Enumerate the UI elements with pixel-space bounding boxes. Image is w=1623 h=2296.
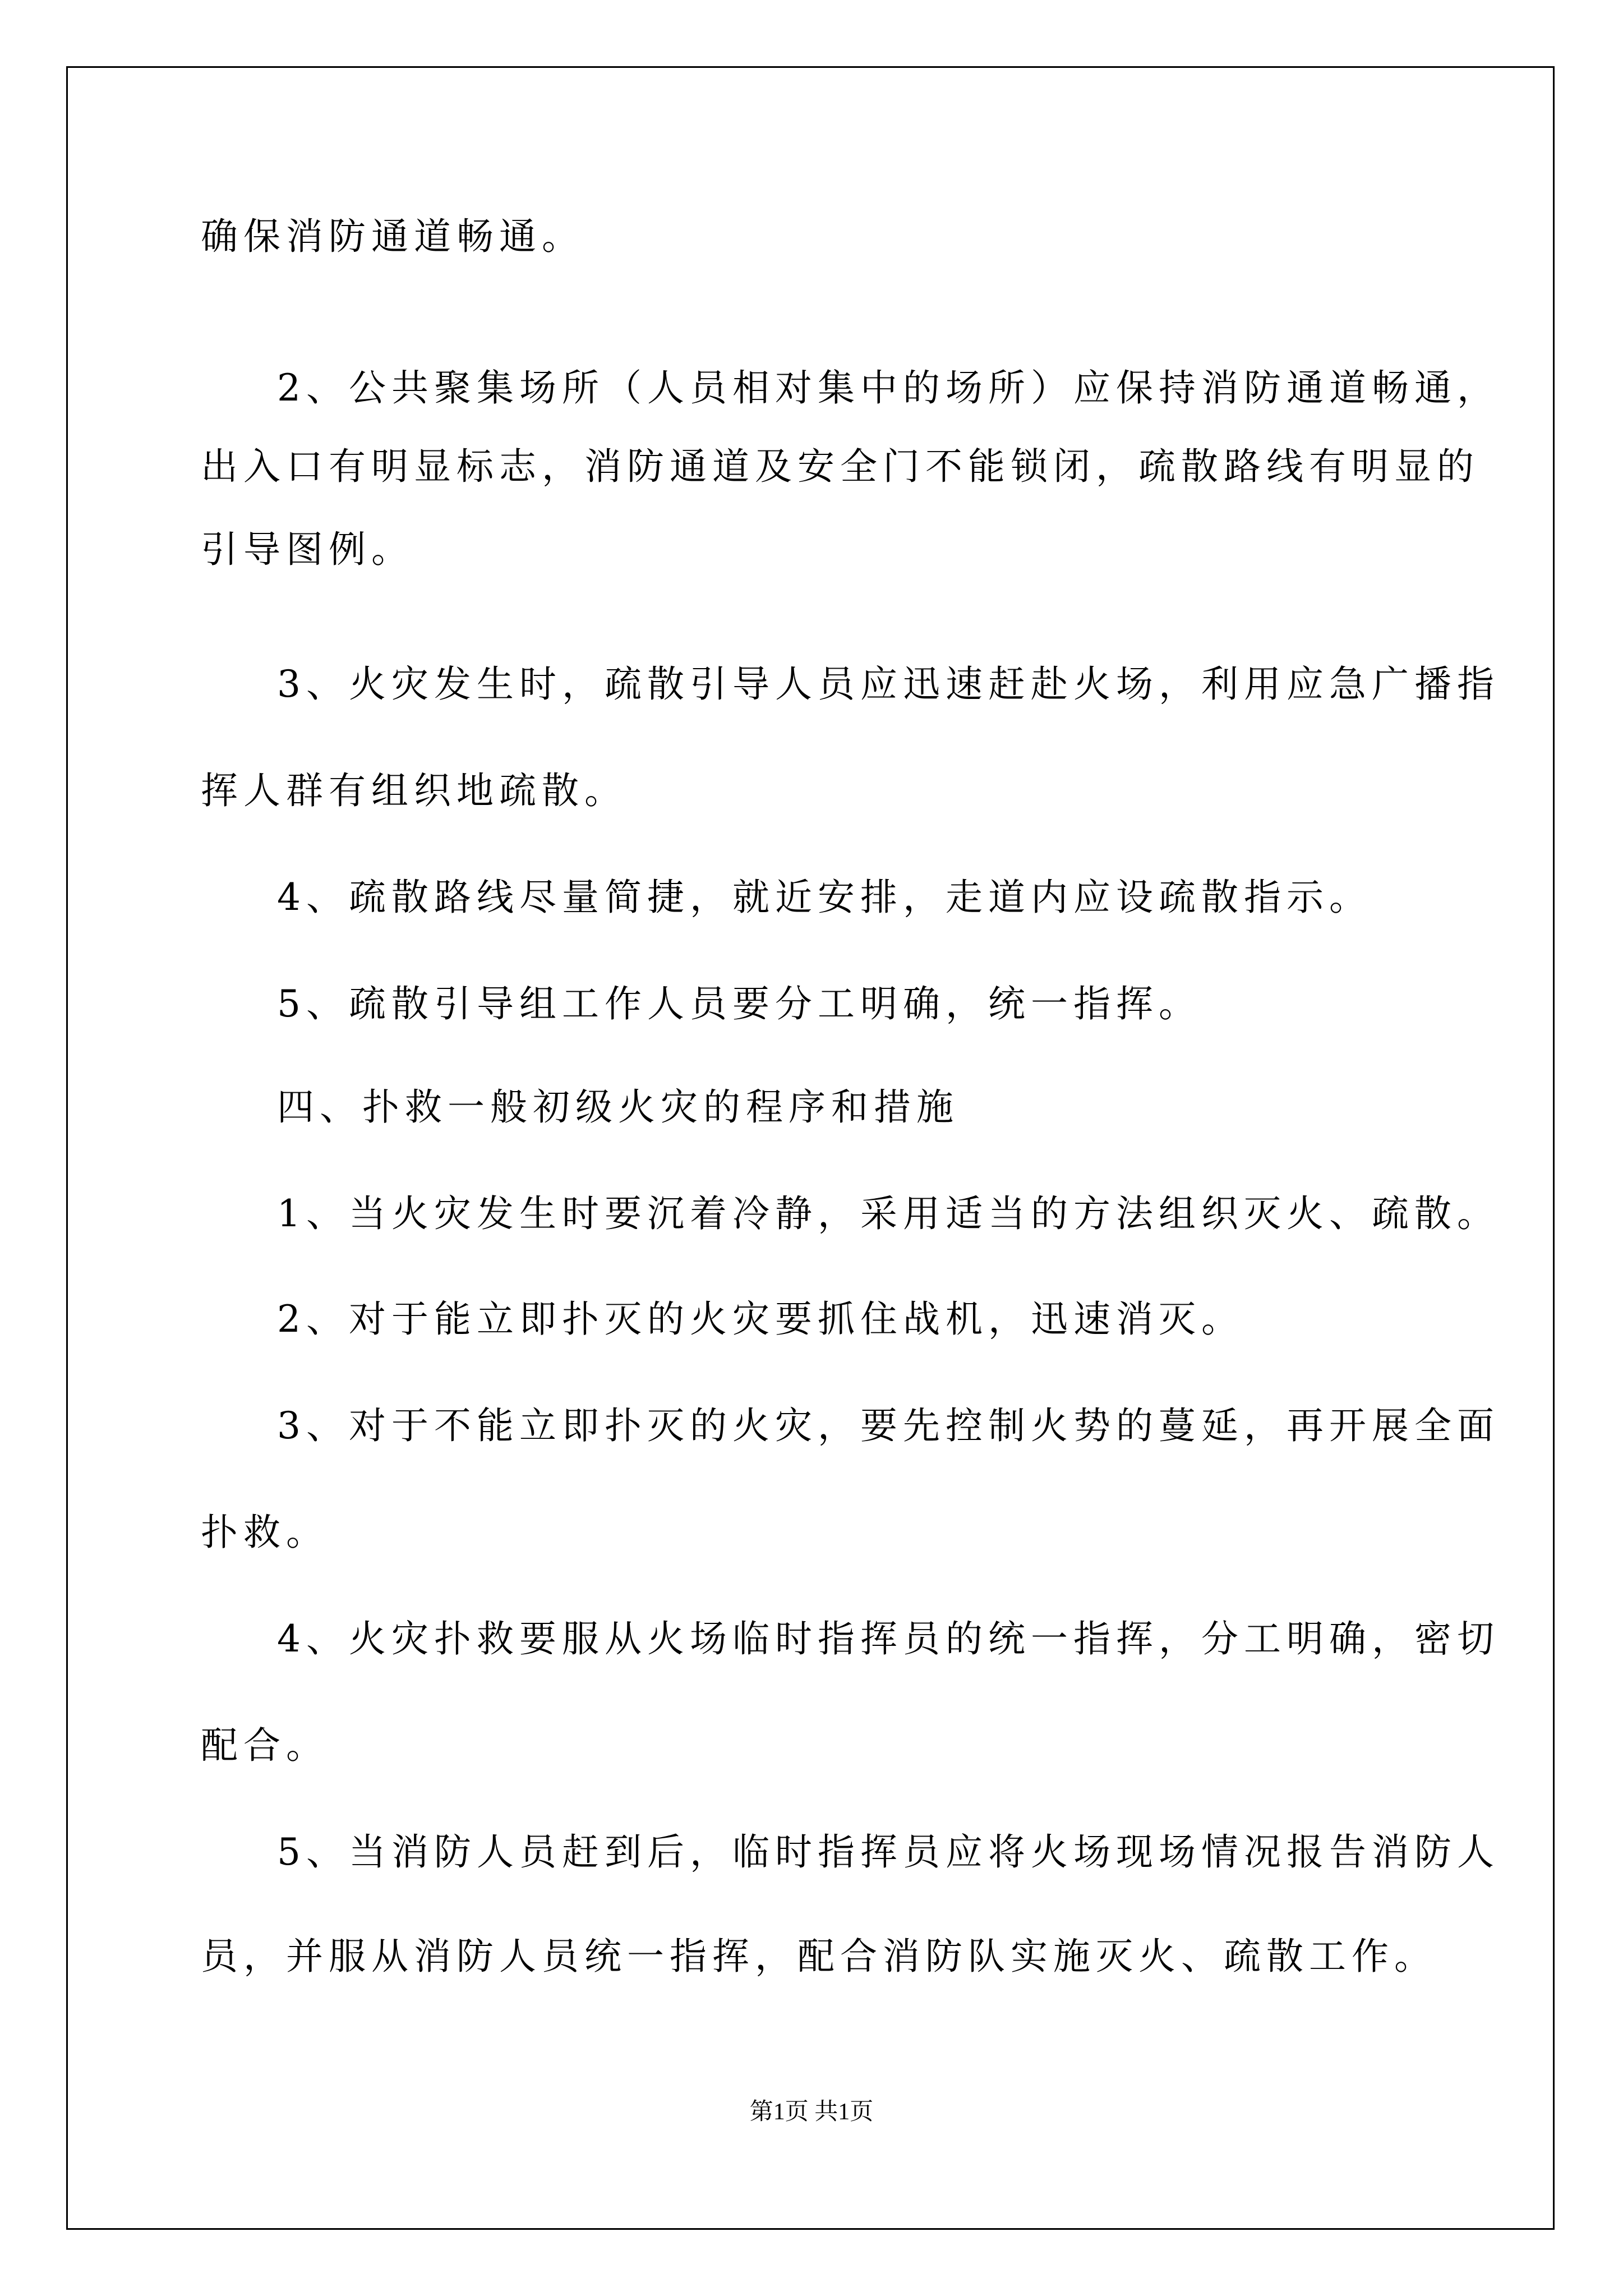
- paragraph-line: 3、对于不能立即扑灭的火灾，要先控制火势的蔓延，再开展全面: [277, 1404, 1500, 1447]
- paragraph-line: 配合。: [201, 1724, 329, 1767]
- paragraph-line: 2、对于能立即扑灭的火灾要抓住战机，迅速消灭。: [277, 1297, 1244, 1341]
- paragraph-line: 员，并服从消防人员统一指挥，配合消防队实施灭火、疏散工作。: [201, 1935, 1437, 1978]
- paragraph-line: 1、当火灾发生时要沉着冷静，采用适当的方法组织灭火、疏散。: [277, 1192, 1500, 1235]
- paragraph-line: 4、火灾扑救要服从火场临时指挥员的统一指挥，分工明确，密切: [277, 1617, 1500, 1660]
- paragraph-line: 扑救。: [201, 1511, 329, 1554]
- paragraph-line: 出入口有明显标志，消防通道及安全门不能锁闭，疏散路线有明显的: [201, 445, 1479, 488]
- paragraph-line: 5、疏散引导组工作人员要分工明确，统一指挥。: [277, 982, 1201, 1025]
- paragraph-line: 2、公共聚集场所（人员相对集中的场所）应保持消防通道畅通，: [277, 366, 1500, 409]
- page-number-footer: 第1页 共1页: [749, 2099, 874, 2125]
- paragraph-line: 挥人群有组织地疏散。: [201, 769, 627, 812]
- paragraph-line: 5、当消防人员赶到后，临时指挥员应将火场现场情况报告消防人: [277, 1830, 1500, 1874]
- paragraph-line: 引导图例。: [201, 528, 414, 571]
- section-heading: 四、扑救一般初级火灾的程序和措施: [277, 1085, 959, 1129]
- paragraph-line: 3、火灾发生时，疏散引导人员应迅速赶赴火场，利用应急广播指: [277, 662, 1500, 706]
- paragraph-line: 确保消防通道畅通。: [201, 215, 584, 258]
- paragraph-line: 4、疏散路线尽量简捷，就近安排，走道内应设疏散指示。: [277, 876, 1372, 919]
